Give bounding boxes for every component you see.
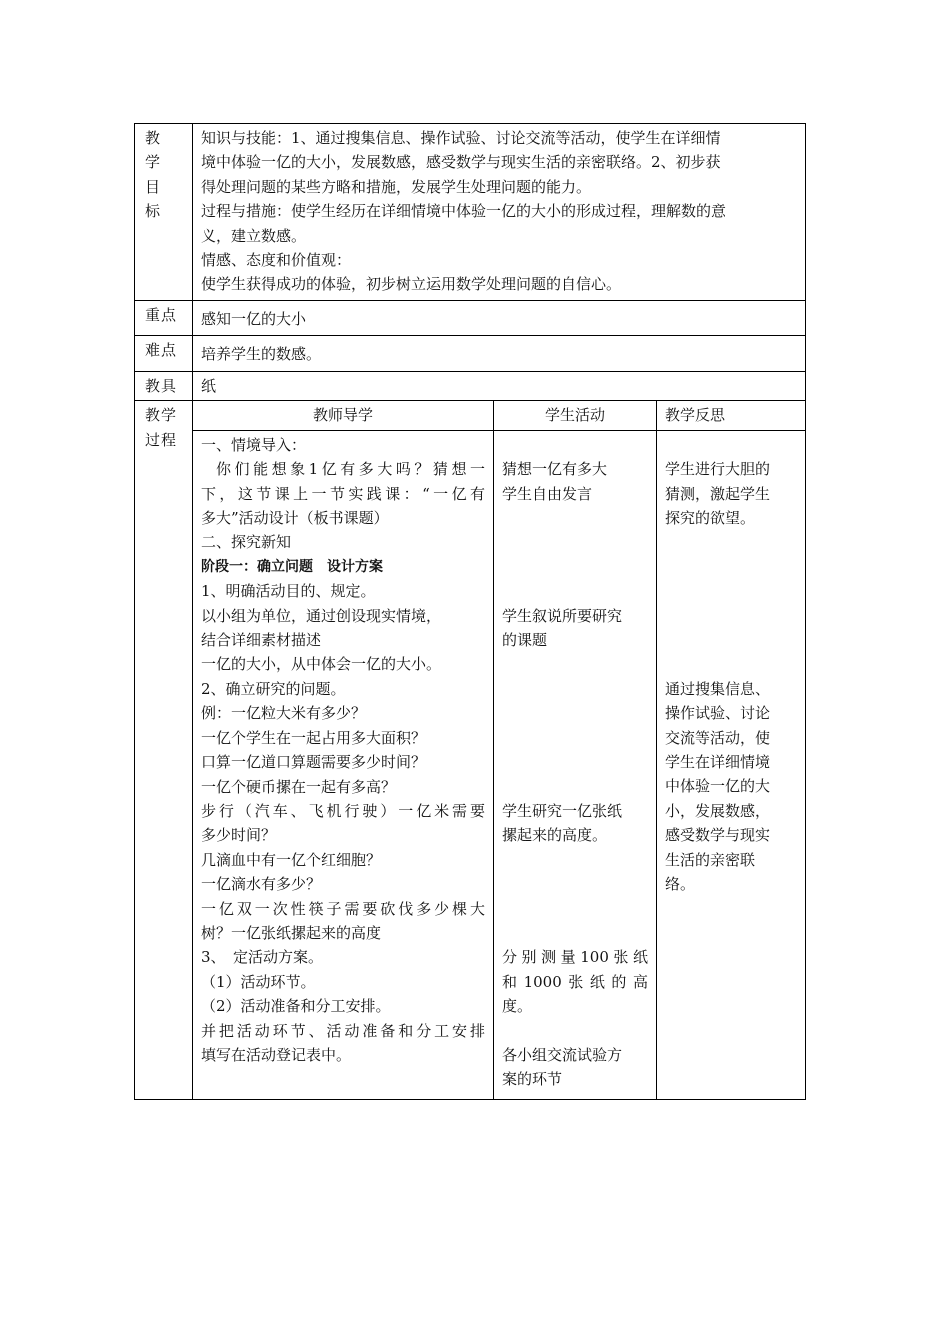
teacher-line: 2、确立研究的问题。 [201, 679, 346, 698]
objectives-line: 义，建立数感。 [201, 226, 307, 245]
student-line: 度。 [502, 996, 533, 1015]
tools-row [135, 372, 806, 401]
label-char: 学 [145, 153, 162, 172]
teacher-line: 以小组为单位，通过创设现实情境， [201, 606, 442, 625]
lesson-plan-table [134, 123, 806, 1100]
reflection-header: 教学反思 [657, 401, 806, 430]
teacher-line: 一亿双一次性筷子需要砍伐多少棵大 [201, 899, 485, 918]
teacher-line: （1）活动环节。 [201, 972, 316, 991]
process-header-row [135, 401, 806, 430]
teacher-line: 一亿的大小，从中体会一亿的大小。 [201, 655, 442, 674]
teacher-line: 多少时间？ [201, 826, 277, 845]
reflection-column [657, 430, 806, 1099]
objectives-content [193, 124, 806, 301]
reflection-line: 小，发展数感， [665, 801, 771, 820]
teacher-line: 几滴血中有一亿个红细胞？ [201, 850, 382, 869]
process-label [135, 401, 193, 1099]
teacher-header: 教师导学 [193, 401, 494, 430]
difficulty-label: 难点 [135, 336, 193, 372]
teacher-line: 二、探究新知 [201, 533, 292, 552]
student-line: 摞起来的高度。 [502, 826, 608, 845]
teacher-line: 一亿滴水有多少？ [201, 875, 322, 894]
teacher-line: 填写在活动登记表中。 [201, 1045, 352, 1064]
teacher-line: 一亿个硬币摞在一起有多高？ [201, 777, 397, 796]
difficulty-text: 培养学生的数感。 [193, 336, 806, 372]
objectives-line: 得处理问题的某些方略和措施，发展学生处理问题的能力。 [201, 177, 592, 196]
objectives-line: 使学生获得成功的体验，初步树立运用数学处理问题的自信心。 [201, 275, 622, 294]
difficulty-row [135, 336, 806, 372]
label-char: 标 [145, 202, 162, 221]
student-line: 各小组交流试验方 [502, 1045, 623, 1064]
student-line: 猜想一亿有多大 [502, 460, 608, 479]
teacher-line: 1、明确活动目的、规定。 [201, 582, 376, 601]
objectives-line: 情感、态度和价值观： [201, 251, 352, 270]
reflection-line: 生活的亲密联 [665, 850, 756, 869]
student-header: 学生活动 [494, 401, 657, 430]
objectives-line: 过程与措施：使学生经历在详细情境中体验一亿的大小的形成过程，理解数的意 [201, 202, 727, 221]
reflection-line: 学生进行大胆的 [665, 460, 771, 479]
reflection-line: 交流等活动，使 [665, 728, 771, 747]
teacher-line: 下，这节课上一节实践课：“一亿有 [201, 484, 485, 503]
reflection-line: 通过搜集信息、 [665, 679, 771, 698]
student-line: 学生叙说所要研究 [502, 606, 623, 625]
key-point-label: 重点 [135, 301, 193, 336]
teacher-column [193, 430, 494, 1099]
teacher-line: 一亿个学生在一起占用多大面积？ [201, 728, 427, 747]
objectives-line: 境中体验一亿的大小，发展数感，感受数学与现实生活的亲密联络。2、初步获 [201, 153, 721, 172]
tools-text: 纸 [193, 372, 806, 401]
teacher-line: 3、 定活动方案。 [201, 948, 324, 967]
reflection-line: 学生在详细情境 [665, 752, 771, 771]
reflection-line: 感受数学与现实 [665, 826, 771, 845]
reflection-line: 探究的欲望。 [665, 509, 756, 528]
teacher-line: 例：一亿粒大米有多少？ [201, 704, 367, 723]
student-column [494, 430, 657, 1099]
reflection-line: 络。 [665, 875, 696, 894]
teacher-line: 并把活动环节、活动准备和分工安排 [201, 1021, 485, 1040]
teacher-line: 口算一亿道口算题需要多少时间？ [201, 753, 427, 772]
label-line: 教学 [145, 406, 178, 425]
student-line: 的课题 [502, 630, 548, 649]
student-line: 案的环节 [502, 1070, 563, 1089]
teacher-line: 树？一亿张纸摞起来的高度 [201, 923, 382, 942]
reflection-line: 中体验一亿的大 [665, 777, 771, 796]
student-line: 学生研究一亿张纸 [502, 801, 623, 820]
label-char: 教 [145, 129, 162, 147]
teacher-line: 多大”活动设计（板书课题） [201, 509, 389, 528]
teacher-line: 步行（汽车、飞机行驶）一亿米需要 [201, 801, 485, 820]
teacher-line: （2）活动准备和分工安排。 [201, 997, 391, 1016]
objectives-row [135, 124, 806, 301]
key-point-text: 感知一亿的大小 [193, 301, 806, 336]
label-line: 过程 [145, 430, 178, 449]
teacher-line: 你们能想象1亿有多大吗？猜想一 [216, 460, 485, 479]
student-line: 分别测量100张纸 [502, 948, 648, 967]
teacher-line: 一、情境导入： [201, 435, 307, 454]
reflection-line: 操作试验、讨论 [665, 704, 771, 723]
reflection-line: 猜测，激起学生 [665, 484, 771, 503]
student-line: 学生自由发言 [502, 484, 593, 503]
key-point-row [135, 301, 806, 336]
label-char: 目 [145, 177, 162, 196]
stage-heading: 阶段一：确立问题 设计方案 [201, 558, 383, 575]
objectives-label [135, 124, 193, 301]
objectives-line: 知识与技能：1、通过搜集信息、操作试验、讨论交流等活动，使学生在详细情 [201, 129, 721, 147]
teacher-line: 结合详细素材描述 [201, 631, 322, 650]
tools-label: 教具 [135, 372, 193, 401]
student-line: 和1000张纸的高 [502, 972, 648, 991]
process-content-row [135, 430, 806, 1099]
